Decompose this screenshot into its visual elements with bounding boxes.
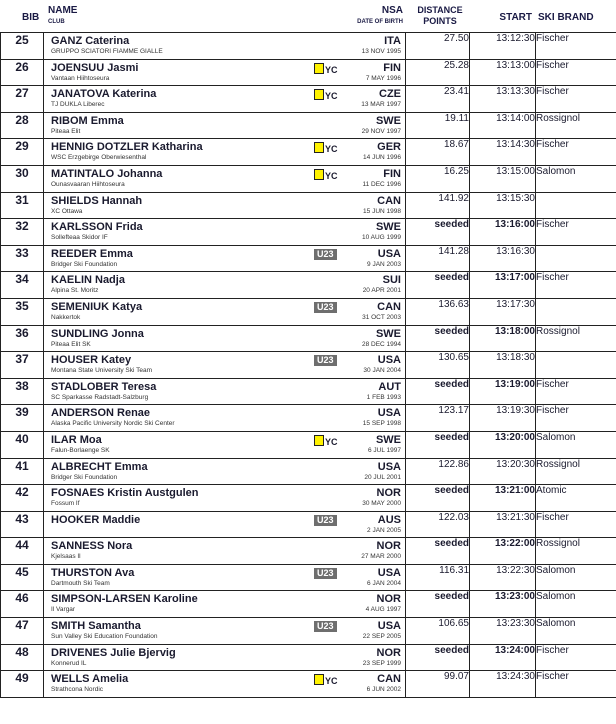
athlete-nsa: USA: [377, 566, 401, 579]
athlete-date-of-birth: 15 JUN 1998: [363, 207, 401, 215]
athlete-date-of-birth: 14 JUN 1996: [363, 154, 401, 162]
athlete-name: MATINTALO Johanna: [51, 167, 163, 180]
start-time-cell: 13:18:00: [470, 325, 536, 352]
ski-brand-cell: [536, 352, 616, 379]
athlete-club: Il Vargar: [51, 606, 76, 614]
table-row: [1, 192, 616, 219]
bib-cell: 27: [1, 86, 44, 113]
table-row: [1, 458, 616, 485]
athlete-name: HOOKER Maddie: [51, 513, 141, 526]
header-ski-brand: SKI BRAND: [538, 12, 594, 23]
table-row: [1, 431, 616, 458]
athlete-name: HOUSER Katey: [51, 354, 132, 367]
yellow-square-icon: [314, 89, 324, 100]
athlete-name: ANDERSON Renae: [51, 407, 151, 420]
athlete-name: SUNDLING Jonna: [51, 327, 144, 340]
athlete-club: Bridger Ski Foundation: [51, 260, 118, 268]
athlete-club: TJ DUKLA Liberec: [51, 101, 105, 109]
bib-cell: 44: [1, 538, 44, 565]
start-time-cell: 13:16:30: [470, 245, 536, 272]
athlete-date-of-birth: 28 DEC 1994: [361, 340, 401, 348]
distance-points-cell: 141.92: [406, 192, 470, 219]
table-row: [1, 33, 616, 60]
start-time-cell: 13:16:00: [470, 219, 536, 246]
distance-points-cell: seeded: [406, 325, 470, 352]
ski-brand-cell: [536, 192, 616, 219]
distance-points-cell: seeded: [406, 272, 470, 299]
ski-brand-cell: Fischer: [536, 671, 616, 698]
athlete-cell: [44, 165, 406, 192]
athlete-date-of-birth: 23 SEP 1999: [362, 659, 401, 667]
distance-points-cell: seeded: [406, 485, 470, 512]
athlete-name: DRIVENES Julie Bjervig: [51, 646, 176, 659]
athlete-cell: [44, 298, 406, 325]
ski-brand-cell: [536, 298, 616, 325]
ski-brand-cell: Fischer: [536, 405, 616, 432]
athlete-name: ALBRECHT Emma: [51, 460, 148, 473]
athlete-name: FOSNAES Kristin Austgulen: [51, 487, 199, 500]
athlete-date-of-birth: 10 AUG 1999: [361, 234, 401, 242]
start-time-cell: 13:24:30: [470, 671, 536, 698]
young-competitor-badge: [314, 89, 338, 102]
athlete-name: ILAR Moa: [51, 433, 102, 446]
athlete-club: Nakkertok: [51, 313, 81, 321]
athlete-cell: [44, 458, 406, 485]
ski-brand-cell: Salomon: [536, 591, 616, 618]
ski-brand-cell: Fischer: [536, 59, 616, 86]
u23-badge: U23: [314, 249, 337, 260]
bib-cell: 42: [1, 485, 44, 512]
athlete-club: Falun-Borlaenge SK: [51, 446, 110, 454]
u23-badge: U23: [314, 302, 337, 313]
distance-points-cell: seeded: [406, 591, 470, 618]
athlete-club: Sun Valley Ski Education Foundation: [51, 633, 158, 641]
header-bib: BIB: [22, 12, 40, 23]
athlete-club: XC Ottawa: [51, 207, 83, 215]
ski-brand-cell: Fischer: [536, 378, 616, 405]
athlete-nsa: USA: [377, 354, 401, 367]
athlete-club: GRUPPO SCIATORI FIAMME GIALLE: [51, 48, 163, 55]
start-time-cell: 13:18:30: [470, 352, 536, 379]
start-time-cell: 13:21:00: [470, 485, 536, 512]
distance-points-cell: 106.65: [406, 618, 470, 645]
bib-cell: 41: [1, 458, 44, 485]
ski-brand-cell: Salomon: [536, 564, 616, 591]
athlete-club: Kjelsaas Il: [51, 553, 81, 561]
bib-cell: 26: [1, 59, 44, 86]
athlete-nsa: AUS: [377, 513, 401, 526]
distance-points-cell: seeded: [406, 378, 470, 405]
athlete-club: Piteaa Elit: [51, 127, 81, 135]
athlete-club: Bridger Ski Foundation: [51, 473, 118, 481]
table-row: [1, 86, 616, 113]
yc-label: YC: [325, 91, 338, 102]
athlete-cell: [44, 538, 406, 565]
distance-points-cell: 23.41: [406, 86, 470, 113]
athlete-nsa: SWE: [375, 327, 401, 340]
ski-brand-cell: Fischer: [536, 139, 616, 166]
table-row: [1, 564, 616, 591]
athlete-date-of-birth: 7 MAY 1996: [365, 74, 401, 82]
column-header: [0, 0, 616, 32]
start-time-cell: 13:12:30: [470, 33, 536, 60]
bib-cell: 43: [1, 511, 44, 538]
athlete-cell: [44, 405, 406, 432]
athlete-nsa: USA: [377, 407, 401, 420]
yellow-square-icon: [314, 63, 324, 74]
table-row: [1, 405, 616, 432]
athlete-club: Strathcona Nordic: [51, 686, 104, 694]
table-row: [1, 139, 616, 166]
bib-cell: 39: [1, 405, 44, 432]
ski-brand-cell: Salomon: [536, 431, 616, 458]
athlete-date-of-birth: 22 SEP 2005: [362, 633, 401, 641]
header-start: START: [499, 12, 532, 23]
distance-points-cell: 136.63: [406, 298, 470, 325]
athlete-cell: [44, 591, 406, 618]
yellow-square-icon: [314, 169, 324, 180]
athlete-cell: [44, 644, 406, 671]
bib-cell: 33: [1, 245, 44, 272]
table-row: [1, 671, 616, 698]
yc-label: YC: [325, 676, 338, 687]
yellow-square-icon: [314, 435, 324, 446]
ski-brand-cell: Rossignol: [536, 112, 616, 139]
bib-cell: 32: [1, 219, 44, 246]
table-row: [1, 378, 616, 405]
table-row: [1, 298, 616, 325]
athlete-nsa: SUI: [382, 274, 401, 287]
yc-label: YC: [325, 64, 338, 75]
athlete-date-of-birth: 27 MAR 2000: [361, 553, 401, 561]
bib-cell: 37: [1, 352, 44, 379]
table-row: [1, 245, 616, 272]
athlete-date-of-birth: 1 FEB 1993: [366, 393, 401, 401]
young-competitor-badge: [314, 674, 338, 687]
bib-cell: 31: [1, 192, 44, 219]
athlete-club: Piteaa Elit SK: [51, 340, 91, 348]
athlete-cell: [44, 511, 406, 538]
ski-brand-cell: Fischer: [536, 644, 616, 671]
u23-badge: U23: [314, 515, 337, 526]
ski-brand-cell: Rossignol: [536, 538, 616, 565]
athlete-nsa: NOR: [376, 540, 401, 553]
start-time-cell: 13:17:30: [470, 298, 536, 325]
ski-brand-cell: Rossignol: [536, 325, 616, 352]
athlete-nsa: CZE: [379, 88, 401, 101]
distance-points-cell: 27.50: [406, 33, 470, 60]
athlete-date-of-birth: 31 OCT 2003: [362, 313, 401, 321]
athlete-date-of-birth: 13 NOV 1995: [361, 48, 401, 55]
athlete-date-of-birth: 30 MAY 2000: [362, 500, 401, 508]
ski-brand-cell: [536, 245, 616, 272]
athlete-cell: [44, 352, 406, 379]
athlete-date-of-birth: 20 APR 2001: [362, 287, 401, 295]
distance-points-cell: 122.03: [406, 511, 470, 538]
athlete-nsa: ITA: [384, 35, 401, 47]
athlete-nsa: NOR: [376, 487, 401, 500]
yc-label: YC: [325, 170, 338, 181]
distance-points-cell: 16.25: [406, 165, 470, 192]
athlete-date-of-birth: 29 NOV 1997: [361, 127, 401, 135]
distance-points-cell: 25.28: [406, 59, 470, 86]
athlete-nsa: NOR: [376, 646, 401, 659]
athlete-cell: [44, 139, 406, 166]
athlete-club: SC Sparkasse Radstadt-Salzburg: [51, 393, 149, 401]
start-time-cell: 13:20:30: [470, 458, 536, 485]
athlete-cell: [44, 485, 406, 512]
u23-badge: U23: [314, 568, 337, 579]
young-competitor-badge: [314, 435, 338, 448]
athlete-cell: [44, 245, 406, 272]
table-row: [1, 591, 616, 618]
table-row: [1, 272, 616, 299]
start-time-cell: 13:19:00: [470, 378, 536, 405]
ski-brand-cell: Fischer: [536, 33, 616, 60]
bib-cell: 34: [1, 272, 44, 299]
bib-cell: 25: [1, 33, 44, 60]
athlete-cell: [44, 219, 406, 246]
athlete-date-of-birth: 15 SEP 1998: [362, 420, 401, 428]
table-row: [1, 165, 616, 192]
start-time-cell: 13:14:00: [470, 112, 536, 139]
athlete-date-of-birth: 6 JAN 2004: [367, 579, 401, 587]
athlete-date-of-birth: 6 JUN 2002: [366, 686, 401, 694]
distance-points-cell: 116.31: [406, 564, 470, 591]
athlete-cell: [44, 33, 406, 60]
table-row: [1, 485, 616, 512]
bib-cell: 47: [1, 618, 44, 645]
table-row: [1, 219, 616, 246]
athlete-date-of-birth: 6 JUL 1997: [367, 446, 401, 454]
athlete-name: SIMPSON-LARSEN Karoline: [51, 593, 198, 606]
athlete-name: RIBOM Emma: [51, 114, 124, 127]
start-time-cell: 13:21:30: [470, 511, 536, 538]
ski-brand-cell: Fischer: [536, 86, 616, 113]
athlete-cell: [44, 59, 406, 86]
ski-brand-cell: Salomon: [536, 165, 616, 192]
start-time-cell: 13:24:00: [470, 644, 536, 671]
bib-cell: 46: [1, 591, 44, 618]
ski-brand-cell: Salomon: [536, 618, 616, 645]
header-date-of-birth: DATE OF BIRTH: [357, 19, 403, 25]
young-competitor-badge: [314, 142, 338, 155]
distance-points-cell: 122.86: [406, 458, 470, 485]
header-club: CLUB: [48, 19, 65, 25]
athlete-name: JANATOVA Katerina: [51, 88, 157, 101]
athlete-nsa: SWE: [375, 433, 401, 446]
athlete-cell: [44, 86, 406, 113]
distance-points-cell: seeded: [406, 538, 470, 565]
table-row: [1, 538, 616, 565]
athlete-cell: [44, 618, 406, 645]
bib-cell: 49: [1, 671, 44, 698]
athlete-club: Fossum If: [51, 500, 80, 508]
table-row: [1, 112, 616, 139]
athlete-nsa: GER: [377, 141, 401, 154]
header-distance-line2: POINTS: [423, 16, 457, 26]
athlete-nsa: FIN: [383, 61, 401, 74]
athlete-club: Alaska Pacific University Nordic Ski Center: [51, 420, 175, 428]
athlete-name: SANNESS Nora: [51, 540, 133, 553]
athlete-nsa: SWE: [375, 114, 401, 127]
start-time-cell: 13:13:00: [470, 59, 536, 86]
table-row: [1, 352, 616, 379]
athlete-nsa: CAN: [377, 673, 401, 686]
bib-cell: 29: [1, 139, 44, 166]
athlete-name: STADLOBER Teresa: [51, 380, 157, 393]
bib-cell: 30: [1, 165, 44, 192]
start-time-cell: 13:19:30: [470, 405, 536, 432]
athlete-nsa: AUT: [378, 380, 401, 393]
table-row: [1, 59, 616, 86]
athlete-club: Konnerud IL: [51, 659, 87, 667]
distance-points-cell: 141.28: [406, 245, 470, 272]
athlete-date-of-birth: 20 JUL 2001: [364, 473, 401, 481]
start-time-cell: 13:23:00: [470, 591, 536, 618]
distance-points-cell: seeded: [406, 431, 470, 458]
athlete-nsa: USA: [377, 247, 401, 260]
athlete-nsa: NOR: [376, 593, 401, 606]
athlete-club: Dartmouth Ski Team: [51, 579, 110, 587]
athlete-cell: [44, 272, 406, 299]
young-competitor-badge: [314, 63, 338, 76]
athlete-cell: [44, 671, 406, 698]
athlete-cell: [44, 192, 406, 219]
athlete-cell: [44, 112, 406, 139]
bib-cell: 35: [1, 298, 44, 325]
ski-brand-cell: Rossignol: [536, 458, 616, 485]
athlete-date-of-birth: 2 JAN 2005: [367, 526, 401, 534]
athlete-name: KAELIN Nadja: [51, 274, 125, 287]
athlete-cell: [44, 564, 406, 591]
header-distance-points: [410, 5, 470, 27]
athlete-club: Montana State University Ski Team: [51, 367, 153, 375]
start-time-cell: 13:22:30: [470, 564, 536, 591]
athlete-nsa: CAN: [377, 194, 401, 207]
athlete-cell: [44, 431, 406, 458]
start-time-cell: 13:15:30: [470, 192, 536, 219]
start-time-cell: 13:23:30: [470, 618, 536, 645]
athlete-name: HENNIG DOTZLER Katharina: [51, 141, 203, 154]
distance-points-cell: seeded: [406, 219, 470, 246]
yc-label: YC: [325, 436, 338, 447]
athlete-club: Sollefteaa Skidor IF: [51, 234, 108, 242]
athlete-date-of-birth: 4 AUG 1997: [365, 606, 401, 614]
header-name: NAME: [48, 5, 78, 16]
athlete-cell: [44, 325, 406, 352]
athlete-name: KARLSSON Frida: [51, 221, 143, 234]
athlete-name: SEMENIUK Katya: [51, 300, 143, 313]
table-row: [1, 511, 616, 538]
athlete-club: Vantaan Hiihtoseura: [51, 74, 110, 82]
start-time-cell: 13:15:00: [470, 165, 536, 192]
distance-points-cell: seeded: [406, 644, 470, 671]
athlete-date-of-birth: 11 DEC 1996: [362, 180, 401, 188]
athlete-nsa: CAN: [377, 300, 401, 313]
athlete-name: REEDER Emma: [51, 247, 133, 260]
yellow-square-icon: [314, 142, 324, 153]
athlete-nsa: USA: [377, 620, 401, 633]
header-nsa: NSA: [381, 5, 403, 16]
start-time-cell: 13:14:30: [470, 139, 536, 166]
athlete-nsa: FIN: [383, 167, 401, 180]
athlete-date-of-birth: 13 MAR 1997: [361, 101, 401, 109]
athlete-club: Ounasvaaran Hiihtoseura: [51, 180, 125, 188]
table-row: [1, 618, 616, 645]
u23-badge: U23: [314, 355, 337, 366]
bib-cell: 40: [1, 431, 44, 458]
u23-badge: U23: [314, 621, 337, 632]
athlete-club: WSC Erzgebirge Oberwiesenthal: [51, 154, 147, 162]
header-distance-line1: DISTANCE: [417, 5, 463, 15]
athlete-name: JOENSUU Jasmi: [51, 61, 139, 74]
athlete-nsa: USA: [377, 460, 401, 473]
athlete-name: WELLS Amelia: [51, 673, 129, 686]
athlete-name: SHIELDS Hannah: [51, 194, 143, 207]
athlete-nsa: SWE: [375, 221, 401, 234]
bib-cell: 28: [1, 112, 44, 139]
start-time-cell: 13:17:00: [470, 272, 536, 299]
ski-brand-cell: Atomic: [536, 485, 616, 512]
athlete-club: Alpina St. Moritz: [51, 287, 99, 295]
distance-points-cell: 99.07: [406, 671, 470, 698]
bib-cell: 38: [1, 378, 44, 405]
athlete-date-of-birth: 9 JAN 2003: [367, 260, 401, 268]
ski-brand-cell: Fischer: [536, 272, 616, 299]
athlete-name: THURSTON Ava: [51, 566, 135, 579]
athlete-name: GANZ Caterina: [51, 35, 130, 47]
start-list-table: [0, 32, 616, 698]
bib-cell: 45: [1, 564, 44, 591]
ski-brand-cell: Fischer: [536, 511, 616, 538]
bib-cell: 36: [1, 325, 44, 352]
yellow-square-icon: [314, 674, 324, 685]
young-competitor-badge: [314, 169, 338, 182]
athlete-cell: [44, 378, 406, 405]
table-row: [1, 325, 616, 352]
start-time-cell: 13:22:00: [470, 538, 536, 565]
ski-brand-cell: Fischer: [536, 219, 616, 246]
bib-cell: 48: [1, 644, 44, 671]
distance-points-cell: 123.17: [406, 405, 470, 432]
start-time-cell: 13:20:00: [470, 431, 536, 458]
table-row: [1, 644, 616, 671]
athlete-date-of-birth: 30 JAN 2004: [363, 367, 401, 375]
distance-points-cell: 19.11: [406, 112, 470, 139]
distance-points-cell: 18.67: [406, 139, 470, 166]
yc-label: YC: [325, 144, 338, 155]
distance-points-cell: 130.65: [406, 352, 470, 379]
athlete-name: SMITH Samantha: [51, 620, 141, 633]
start-time-cell: 13:13:30: [470, 86, 536, 113]
